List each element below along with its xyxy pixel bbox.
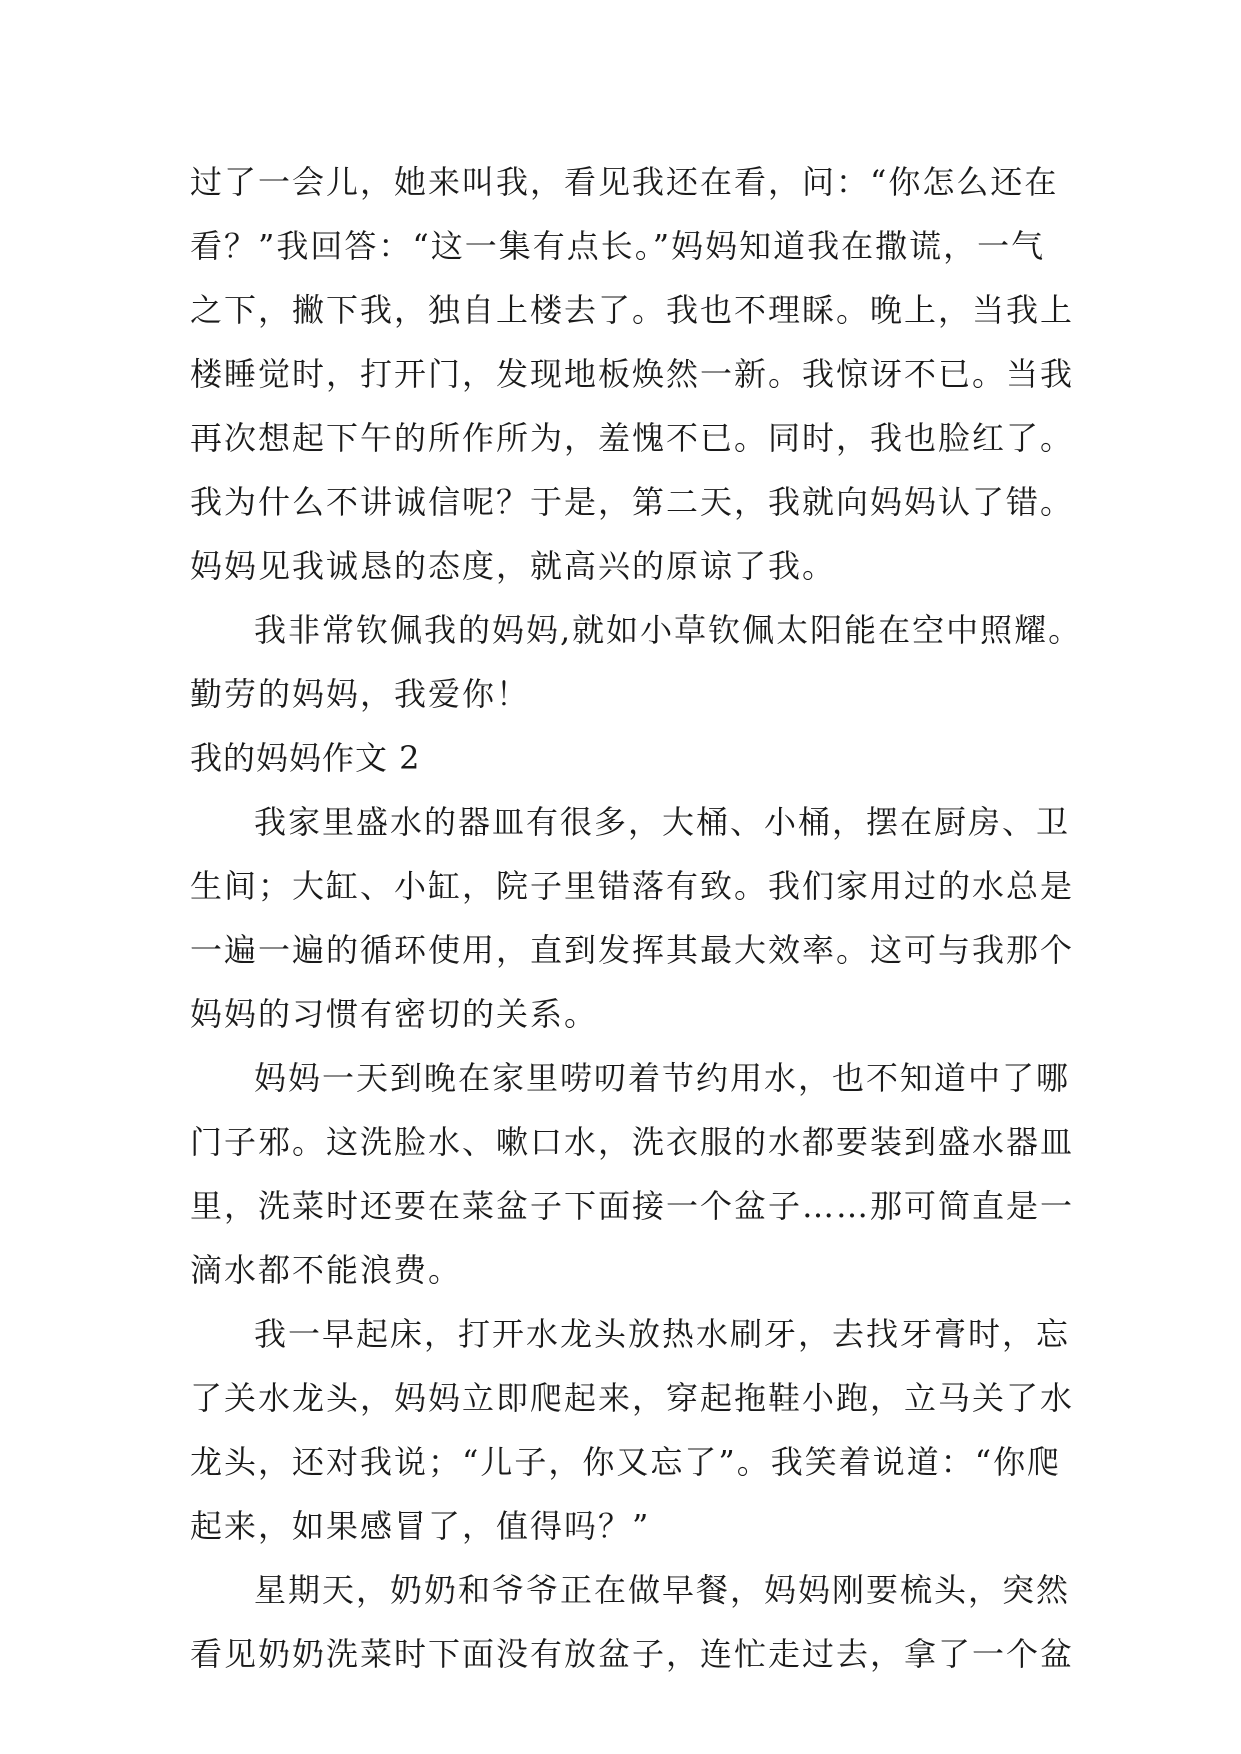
text-line: 勤劳的妈妈，我爱你！ <box>190 675 531 713</box>
text-line: 妈妈一天到晚在家里唠叨着节约用水，也不知道中了哪 <box>254 1059 1071 1097</box>
text-line: 一遍一遍的循环使用，直到发挥其最大效率。这可与我那个 <box>190 931 1075 969</box>
text-line: 了关水龙头，妈妈立即爬起来，穿起拖鞋小跑，立马关了水 <box>190 1379 1075 1417</box>
text-line: 我为什么不讲诚信呢？于是，第二天，我就向妈妈认了错。 <box>190 483 1075 521</box>
text-line: 妈妈的习惯有密切的关系。 <box>190 995 599 1033</box>
section-heading: 我的妈妈作文 2 <box>190 739 421 777</box>
text-line: 滴水都不能浪费。 <box>190 1251 463 1289</box>
text-line: 看？”我回答：“这一集有点长。”妈妈知道我在撒谎，一气 <box>190 227 1046 265</box>
text-line: 过了一会儿，她来叫我，看见我还在看，问：“你怎么还在 <box>190 163 1059 201</box>
text-line: 里，洗菜时还要在菜盆子下面接一个盆子……那可简直是一 <box>190 1187 1075 1225</box>
text-line: 楼睡觉时，打开门，发现地板焕然一新。我惊讶不已。当我 <box>190 355 1075 393</box>
document-page <box>190 150 1083 1686</box>
text-line: 我非常钦佩我的妈妈,就如小草钦佩太阳能在空中照耀。 <box>254 611 1083 649</box>
text-line: 我一早起床，打开水龙头放热水刷牙，去找牙膏时，忘 <box>254 1315 1071 1353</box>
text-line: 生间；大缸、小缸，院子里错落有致。我们家用过的水总是 <box>190 867 1075 905</box>
text-line: 妈妈见我诚恳的态度，就高兴的原谅了我。 <box>190 547 837 585</box>
text-line: 之下，撇下我，独自上楼去了。我也不理睬。晚上，当我上 <box>190 291 1075 329</box>
text-line: 再次想起下午的所作所为，羞愧不已。同时，我也脸红了。 <box>190 419 1075 457</box>
text-line: 我家里盛水的器皿有很多，大桶、小桶，摆在厨房、卫 <box>254 803 1071 841</box>
text-line: 龙头，还对我说；“儿子，你又忘了”。我笑着说道：“你爬 <box>190 1443 1062 1481</box>
text-line: 门子邪。这洗脸水、嗽口水，洗衣服的水都要装到盛水器皿 <box>190 1123 1075 1161</box>
text-line: 起来，如果感冒了，值得吗？” <box>190 1507 651 1545</box>
text-line: 星期天，奶奶和爷爷正在做早餐，妈妈刚要梳头，突然 <box>254 1571 1071 1609</box>
text-line: 看见奶奶洗菜时下面没有放盆子，连忙走过去，拿了一个盆 <box>190 1635 1075 1673</box>
